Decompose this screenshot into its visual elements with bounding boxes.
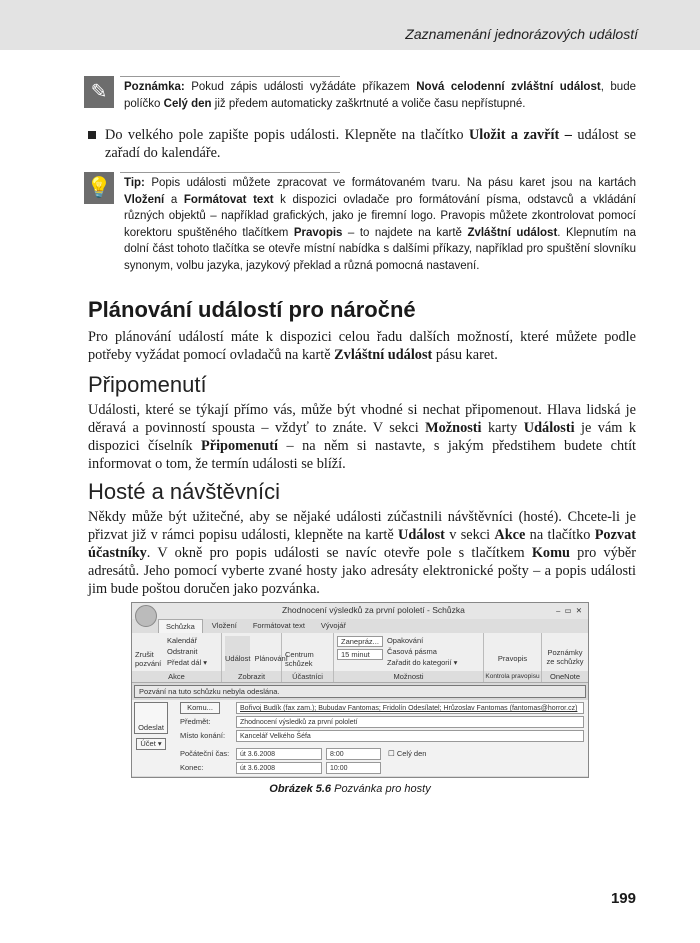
text-run: . V okně pro popis události se navíc otevře pole s tlačítkem — [146, 545, 532, 561]
title-bar — [132, 603, 588, 619]
bullet-paragraph — [105, 126, 636, 162]
caption-text: Pozvánka pro hosty — [331, 783, 431, 795]
tab-vlozeni[interactable]: Vložení — [211, 621, 237, 630]
predat-button[interactable]: Předat dál ▾ — [167, 658, 208, 667]
group-akce — [132, 633, 222, 682]
pencil-icon: ✎ — [84, 76, 114, 108]
odstranit-button[interactable]: Odstranit — [167, 647, 198, 656]
text-run: Pokud zápis události vyžádáte příkazem — [184, 81, 417, 93]
group-label: Účastníci — [282, 671, 333, 682]
page-number: 199 — [610, 890, 636, 907]
bold-run: Zvláštní událost — [334, 347, 433, 363]
group-zobrazit — [222, 633, 288, 682]
text-run: na tlačítko — [525, 527, 595, 543]
text-run: událost se zařadí do kalendáře. — [105, 127, 636, 161]
text-run: Pro plánování událostí máte k dispozici celou řadu dalších možností, které můžete podle potřeby vyžádat pomocí ovladačů na kartě — [88, 329, 636, 363]
text-run: karty — [481, 420, 524, 436]
divider — [120, 172, 340, 173]
send-button[interactable]: Odeslat — [134, 702, 168, 734]
kalendar-button[interactable]: Kalendář — [167, 636, 198, 645]
caption-number: Obrázek 5.6 — [269, 783, 332, 795]
window-title: Zhodnocení výsledků za první pololetí - Schůzka — [282, 605, 465, 615]
tip-box — [84, 172, 636, 274]
reminder-select[interactable]: 15 minut — [337, 649, 383, 660]
group-onenote — [542, 633, 588, 682]
bold-run: Zvláštní událost — [467, 226, 558, 239]
section-heading: Plánování událostí pro náročné — [88, 297, 416, 322]
pravopis-button[interactable]: Pravopis — [497, 654, 528, 663]
group-kontrola — [484, 633, 542, 682]
divider — [120, 76, 340, 77]
zaradit-button[interactable]: Zařadit do kategorií ▾ — [386, 658, 458, 667]
text-run: je vám k dispozici číselník — [88, 420, 636, 454]
text-run: k dispozici ovladače pro formátování písma, odstavců a vkládání různých objektů – například grafických, jako je firemní logo. Pravopis můžete zkontrolovat pomocí korektoru spuštěného tlačítkem — [124, 193, 636, 239]
bold-run: Poznámka: — [124, 81, 185, 93]
all-day-checkbox[interactable]: ☐ Celý den — [388, 749, 427, 758]
text-run: – to najdete na kartě — [342, 226, 468, 239]
bold-run: Pravopis — [293, 226, 343, 239]
tab-schuzka[interactable]: Schůzka — [158, 619, 203, 633]
text-run: pásu karet. — [432, 347, 498, 363]
window-controls[interactable]: – ▭ ✕ — [556, 606, 582, 615]
group-label: Možnosti — [334, 671, 483, 682]
status-select[interactable]: Zanepráz... — [337, 636, 383, 647]
opakovani-button[interactable]: Opakování — [386, 636, 424, 645]
ribbon-tabs — [132, 619, 588, 633]
tab-vyvojar[interactable]: Vývojář — [320, 621, 346, 630]
bold-run: Události — [523, 420, 575, 436]
bold-run: Vložení — [124, 193, 165, 206]
text-run: . Klepnutím na dolní část tohoto tlačítka se otevře místní nabídka s dalšími příkazy, například pro spuštění slovníku synonym, volbu jazyka, jazykový překlad a různá pomocná nastavení. — [124, 226, 637, 272]
zrusit-button[interactable]: Zrušit pozvání — [135, 650, 162, 668]
text-run: Události, které se týkají přímo vás, může být vhodné si nechat připomenout. Hlava lidská je děravá a povinností spousta – vždyť to znáte. V sekci — [88, 402, 636, 436]
text-run: pro výběr adresátů. Jeho pomocí vyberte zvané hosty jako adresáty elektronické pošty – a popis události jim bude poštou doručen jako pozvánka. — [88, 545, 636, 597]
bold-run: Možnosti — [425, 420, 482, 436]
text-run: , bude políčko — [124, 81, 636, 110]
running-header — [0, 0, 700, 50]
casova-pasma-button[interactable]: Časová pásma — [386, 647, 437, 656]
info-bar: Pozvání na tuto schůzku nebyla odeslána. — [134, 685, 586, 698]
bold-run: Připomenutí — [200, 438, 279, 454]
guests-paragraph — [88, 508, 636, 598]
bold-run: Nová celodenní zvláštní událost — [416, 81, 601, 93]
subheading-reminder: Připomenutí — [88, 372, 207, 397]
bold-run: Celý den — [163, 97, 212, 110]
group-moznosti — [334, 633, 484, 682]
figure-caption — [0, 783, 700, 795]
section-paragraph — [88, 328, 636, 364]
text-run: Do velkého pole zapište popis události. Klepněte na tlačítko — [105, 127, 469, 143]
location-label: Místo konání: — [180, 731, 226, 740]
start-label: Počáteční čas: — [180, 749, 230, 758]
start-time-field[interactable]: 8:00 — [326, 748, 381, 760]
group-label: Kontrola pravopisu — [485, 673, 540, 680]
note-text — [124, 76, 636, 112]
text-run: Popis události můžete zpracovat ve formátovaném tvaru. Na pásu karet jsou na kartách — [144, 177, 636, 189]
note-box — [84, 76, 636, 112]
end-time-field[interactable]: 10:00 — [326, 762, 381, 774]
start-date-field[interactable]: út 3.6.2008 — [236, 748, 322, 760]
group-ucastnici — [282, 633, 334, 682]
location-field[interactable]: Kancelář Velkého Šéfa — [236, 730, 584, 742]
text-run: a — [164, 193, 184, 206]
header-title: Zaznamenání jednorázových událostí — [405, 26, 638, 42]
office-button[interactable] — [135, 605, 157, 627]
bold-run: Tip: — [124, 177, 145, 189]
figure-screenshot — [131, 602, 589, 778]
reminder-paragraph — [88, 401, 636, 473]
group-label: Zobrazit — [222, 671, 281, 682]
bold-run: Komu — [531, 545, 570, 561]
group-label: OneNote — [542, 671, 588, 682]
group-label: Akce — [132, 671, 221, 682]
text-run: v sekci — [444, 527, 495, 543]
bold-run: Formátovat text — [183, 193, 274, 206]
subject-label: Předmět: — [180, 717, 211, 726]
account-button[interactable]: Účet ▾ — [136, 738, 166, 750]
poznamky-button[interactable]: Poznámky ze schůzky — [546, 648, 584, 666]
all-day-label: Celý den — [396, 749, 427, 758]
ribbon — [132, 633, 588, 683]
tab-formatovat[interactable]: Formátovat text — [252, 621, 305, 630]
subheading-guests: Hosté a návštěvníci — [88, 479, 280, 504]
text-run: – na něm si nastavte, s jakým předstihem budete chtít informovat o tom, že termín události se blíží. — [88, 438, 637, 472]
bold-run: Událost — [398, 527, 445, 543]
bold-run: Uložit a zavřít – — [468, 127, 572, 143]
subject-field[interactable]: Zhodnocení výsledků za první pololetí — [236, 716, 584, 728]
bold-run: Akce — [494, 527, 526, 543]
to-field[interactable]: Bořivoj Budík (fax zam.); Bubudav Fantomas; Fridolín Odesílatel; Hrůzoslav Fantomas (fantomas@horror.cz) — [236, 702, 584, 714]
text-run: Někdy může být užitečné, aby se nějaké události zúčastnili návštěvníci (hosté). Chcete-li je přizvat již v rámci popisu události, klepněte na kartě — [88, 509, 636, 543]
lightbulb-icon: 💡 — [84, 172, 114, 204]
text-run: již předem automaticky zaškrtnuté a voliče času nepřístupné. — [211, 97, 526, 110]
planovani-button[interactable]: Plánování — [254, 654, 288, 663]
meeting-form — [132, 700, 588, 776]
to-button[interactable]: Komu... — [180, 702, 220, 714]
bold-run: Pozvat účastníky — [88, 527, 636, 561]
centrum-button[interactable]: Centrum schůzek — [285, 650, 314, 668]
bullet-icon — [88, 131, 96, 139]
tip-text — [124, 172, 636, 274]
end-date-field[interactable]: út 3.6.2008 — [236, 762, 322, 774]
udalost-button[interactable]: Událost — [225, 636, 250, 672]
end-label: Konec: — [180, 763, 204, 772]
